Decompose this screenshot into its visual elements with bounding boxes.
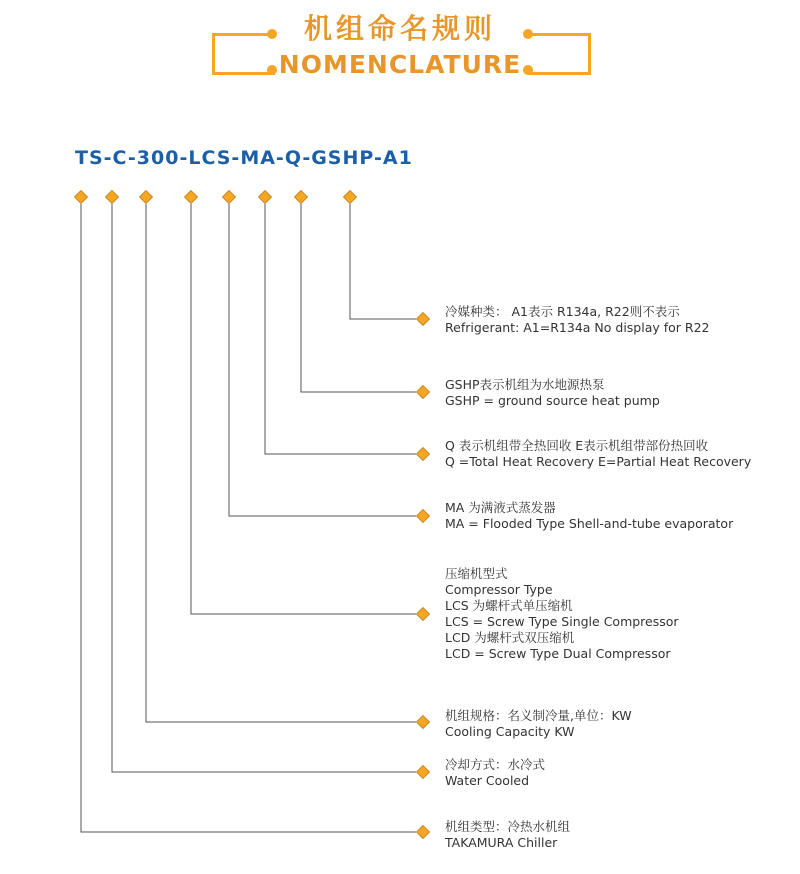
description-gshp: [445, 377, 660, 409]
connector-line-gshp: [301, 204, 416, 392]
description-q: [445, 438, 751, 470]
end-diamond-gshp: [417, 386, 430, 399]
top-diamond-lcs: [185, 191, 198, 204]
description-line: Compressor Type: [445, 582, 553, 597]
description-line: LCD 为螺杆式双压缩机: [445, 630, 575, 645]
top-diamond-a1: [344, 191, 357, 204]
end-diamond-ts: [417, 826, 430, 839]
description-line: MA = Flooded Type Shell-and-tube evaporator: [445, 516, 734, 531]
end-diamond-q: [417, 448, 430, 461]
model-code: TS-C-300-LCS-MA-Q-GSHP-A1: [75, 147, 413, 169]
description-line: LCS = Screw Type Single Compressor: [445, 614, 679, 629]
description-ma: [445, 500, 733, 532]
connector-line-a1: [350, 204, 416, 319]
end-diamond-lcs: [417, 608, 430, 621]
description-line: Q =Total Heat Recovery E=Partial Heat Recovery: [445, 454, 752, 469]
description-300: [445, 708, 632, 740]
connector-line-c: [112, 204, 416, 772]
top-diamond-q: [259, 191, 272, 204]
top-diamond-ma: [223, 191, 236, 204]
end-diamond-a1: [417, 313, 430, 326]
description-line: Q 表示机组带全热回收 E表示机组带部份热回收: [445, 438, 709, 453]
description-line: MA 为满液式蒸发器: [445, 500, 556, 515]
description-line: GSHP = ground source heat pump: [445, 393, 660, 408]
end-diamond-ma: [417, 510, 430, 523]
description-line: LCS 为螺杆式单压缩机: [445, 598, 573, 613]
description-line: LCD = Screw Type Dual Compressor: [445, 646, 671, 661]
connector-line-lcs: [191, 204, 416, 614]
top-diamond-gshp: [295, 191, 308, 204]
description-line: Cooling Capacity KW: [445, 724, 575, 739]
description-a1: [445, 304, 710, 336]
description-line: Water Cooled: [445, 773, 530, 788]
connector-line-300: [146, 204, 416, 722]
end-diamond-300: [417, 716, 430, 729]
description-line: 冷媒种类： A1表示 R134a, R22则不表示: [445, 304, 680, 319]
description-line: Refrigerant: A1=R134a No display for R22: [445, 320, 710, 335]
connector-line-ts: [81, 204, 416, 832]
description-ts: [445, 819, 570, 851]
top-diamond-300: [140, 191, 153, 204]
description-line: 冷却方式：水冷式: [445, 757, 546, 772]
description-line: 机组规格：名义制冷量,单位：KW: [445, 708, 632, 723]
description-line: 机组类型：冷热水机组: [445, 819, 571, 834]
end-diamond-c: [417, 766, 430, 779]
top-diamond-ts: [75, 191, 88, 204]
connector-line-q: [265, 204, 416, 454]
page-title-english: NOMENCLATURE: [278, 50, 522, 79]
connector-line-ma: [229, 204, 416, 516]
description-c: [445, 757, 545, 789]
description-lcs: [445, 566, 679, 662]
top-diamond-c: [106, 191, 119, 204]
description-line: GSHP表示机组为水地源热泵: [445, 377, 605, 392]
description-line: 压缩机型式: [445, 566, 508, 581]
page-title-chinese: 机组命名规则: [303, 12, 496, 45]
description-line: TAKAMURA Chiller: [445, 835, 558, 850]
